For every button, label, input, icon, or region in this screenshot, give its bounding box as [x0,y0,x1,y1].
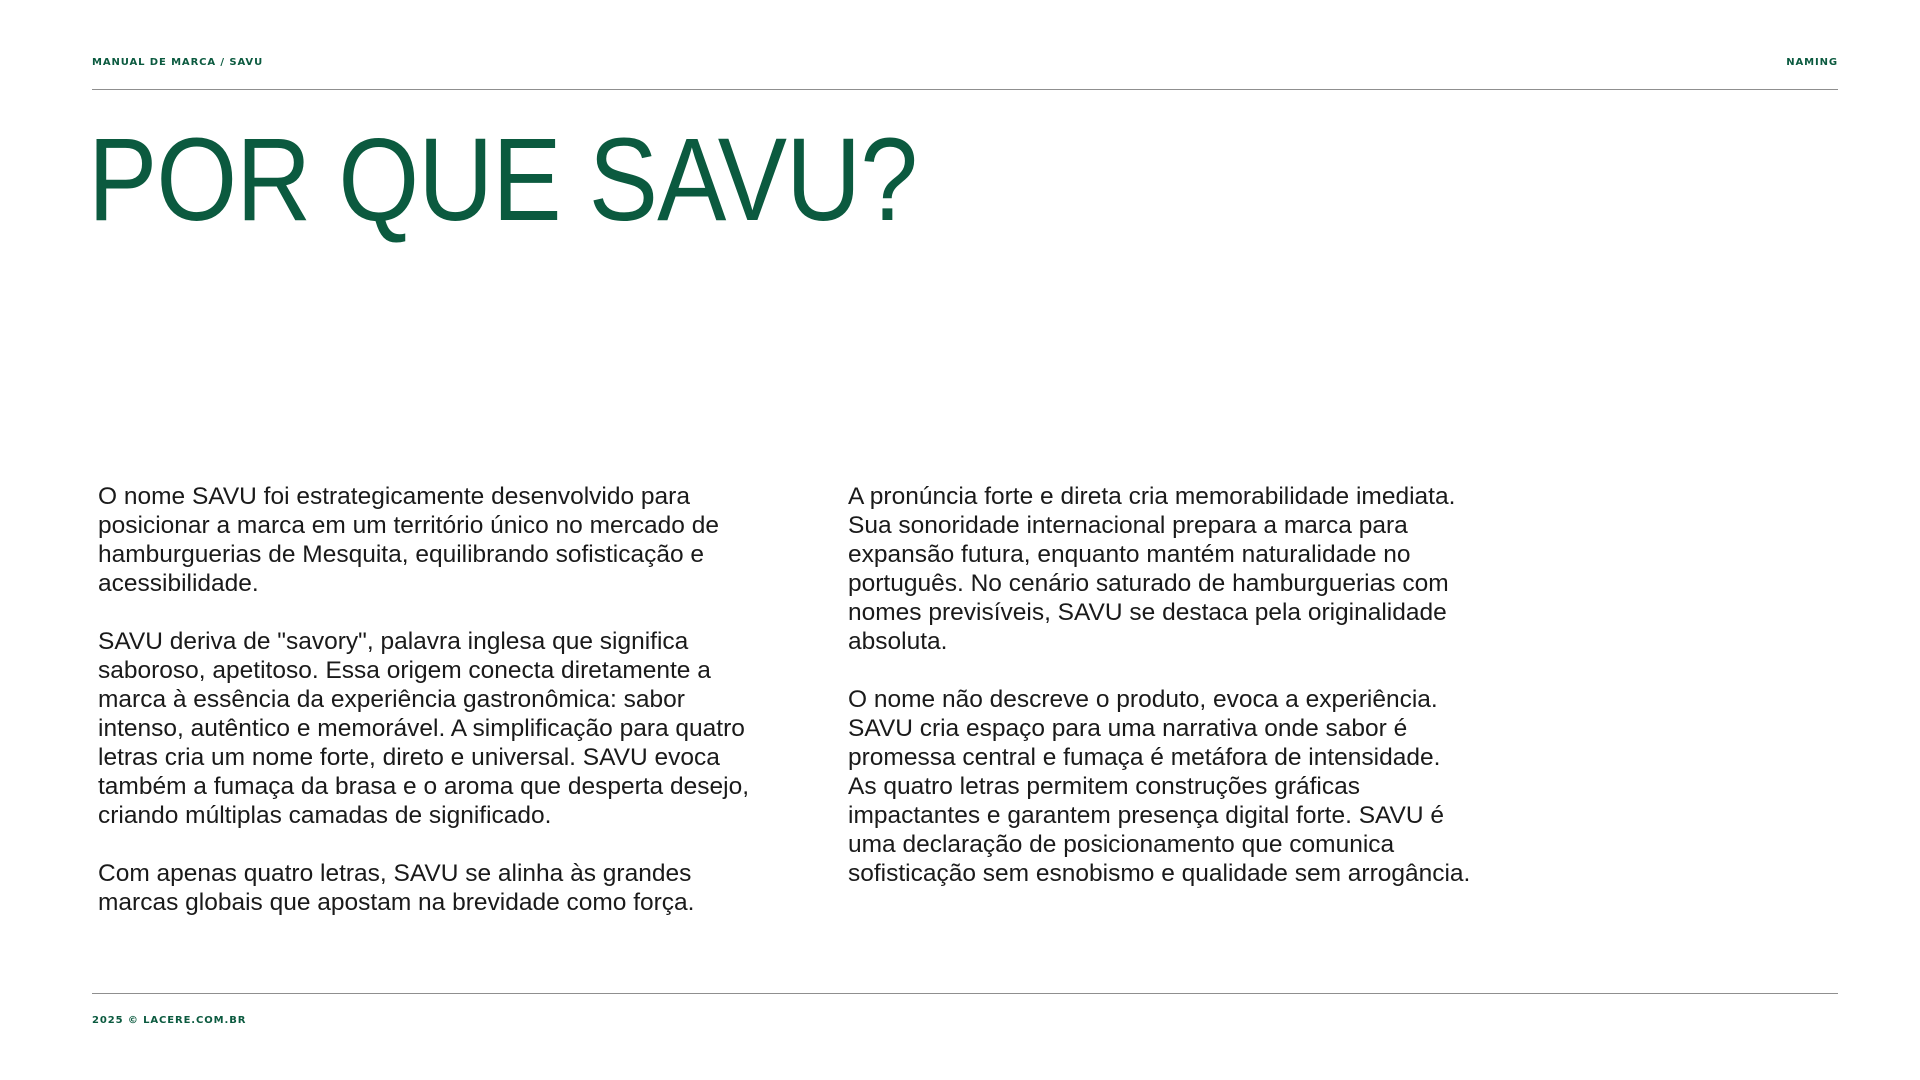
text-column-left [98,482,798,946]
paragraph: Com apenas quatro letras, SAVU se alinha às grandes marcas globais que apostam na brevidade como força. [98,860,695,916]
paragraph: O nome SAVU foi estrategicamente desenvolvido para posicionar a marca em um território único no mercado de hamburguerias de Mesquita, equilibrando sofisticação e acessibilidade. [98,483,719,597]
header-divider [92,89,1838,90]
footer-divider [92,993,1838,994]
paragraph: A pronúncia forte e direta cria memorabilidade imediata. Sua sonoridade internacional prepara a marca para expansão futura, enquanto mantém naturalidade no português. No cenário saturado de hamburguerias com nomes previsíveis, SAVU se destaca pela originalidade absoluta. [848,483,1456,655]
page-title: POR QUE SAVU? [88,114,918,246]
header-section-label: NAMING [1786,57,1838,68]
footer-copyright: 2025 © LACERE.COM.BR [92,1015,247,1026]
header-breadcrumb: MANUAL DE MARCA / SAVU [92,57,264,68]
paragraph: O nome não descreve o produto, evoca a experiência. SAVU cria espaço para uma narrativa onde sabor é promessa central e fumaça é metáfora de intensidade. As quatro letras permitem construções gráficas impactantes e garantem presença digital forte. SAVU é uma declaração de posicionamento que comunica sofisticação sem esnobismo e qualidade sem arrogância. [848,686,1471,887]
text-column-right [848,482,1548,917]
paragraph: SAVU deriva de "savory", palavra inglesa que significa saboroso, apetitoso. Essa origem conecta diretamente a marca à essência da experiência gastronômica: sabor intenso, autêntico e memorável. A simplificação para quatro letras cria um nome forte, direto e universal. SAVU evoca também a fumaça da brasa e o aroma que desperta desejo, criando múltiplas camadas de significado. [98,628,749,829]
